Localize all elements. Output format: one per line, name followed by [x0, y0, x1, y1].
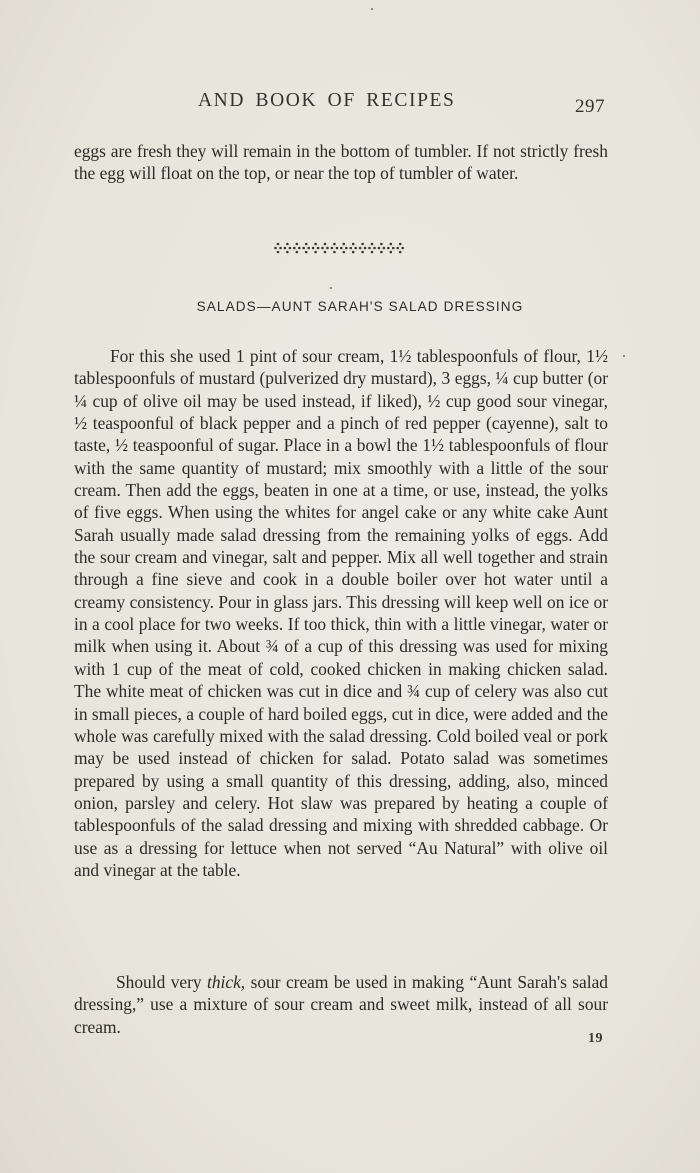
recipe-note-paragraph — [74, 971, 608, 1038]
recipe-paragraph: For this she used 1 pint of sour cream, 1½ tablespoonfuls of flour, 1½ tablespoonfuls of mustard (pulverized dry mustard), 3 eggs, ¼ cup butter (or ¼ cup of olive oil may be used instead, if liked), ½ cup good sour vinegar, ½ teaspoonful of black pepper and a pinch of red pepper (cayenne), salt to taste, ½ teaspoonful of sugar. Place in a bowl the 1½ tablespoonfuls of flour with the same quantity of mustard; mix smoothly with a little of the sour cream. Then add the eggs, beaten in one at a time, or use, instead, the yolks of five eggs. When using the whites for angel cake or any white cake Aunt Sarah usually made salad dressing from the remaining yolks of eggs. Add the sour cream and vinegar, salt and pepper. Mix all well together and strain through a fine sieve and cook in a double boiler over hot water until a creamy consistency. Pour in glass jars. This dressing will keep well on ice or in a cool place for two weeks. If too thick, thin with a little vinegar, water or milk when using it. About ¾ of a cup of this dressing was used for mixing with 1 cup of the meat of cold, cooked chicken in making chicken salad. The white meat of chicken was cut in dice and ¾ cup of celery was also cut in small pieces, a couple of hard boiled eggs, cut in dice, were added and the whole was carefully mixed with the salad dressing. Cold boiled veal or pork may be used instead of chicken for salad. Potato salad was sometimes prepared by using a small quantity of this dressing, adding, also, minced onion, parsley and celery. Hot slaw was prepared by heating a couple of tablespoonfuls of the salad dressing and mixing with shredded cabbage. Or use as a dressing for lettuce when not served “Au Natural” with olive oil and vinegar at the table. — [74, 346, 608, 880]
note-text-start: Should very — [116, 972, 208, 992]
paper-speck — [330, 287, 332, 289]
section-title: SALADS—AUNT SARAH'S SALAD DRESSING — [196, 299, 524, 314]
paper-speck — [371, 8, 373, 10]
paper-speck — [623, 355, 625, 357]
running-title: AND BOOK OF RECIPES — [198, 90, 456, 111]
page-number: 297 — [575, 96, 605, 117]
note-emphasis: thick, — [207, 972, 246, 992]
signature-mark: 19 — [588, 1031, 603, 1046]
running-head — [0, 88, 700, 122]
note-text-end: sour cream be used in making “Aunt Sarah's salad dressing,” use a mixture of sour cream and sweet milk, instead of all sour cream. — [74, 972, 608, 1037]
intro-paragraph: eggs are fresh they will remain in the bottom of tumbler. If not strictly fresh the egg will float on the top, or near the top of tumbler of water. — [74, 141, 608, 184]
ornamental-divider-icon — [274, 240, 414, 256]
